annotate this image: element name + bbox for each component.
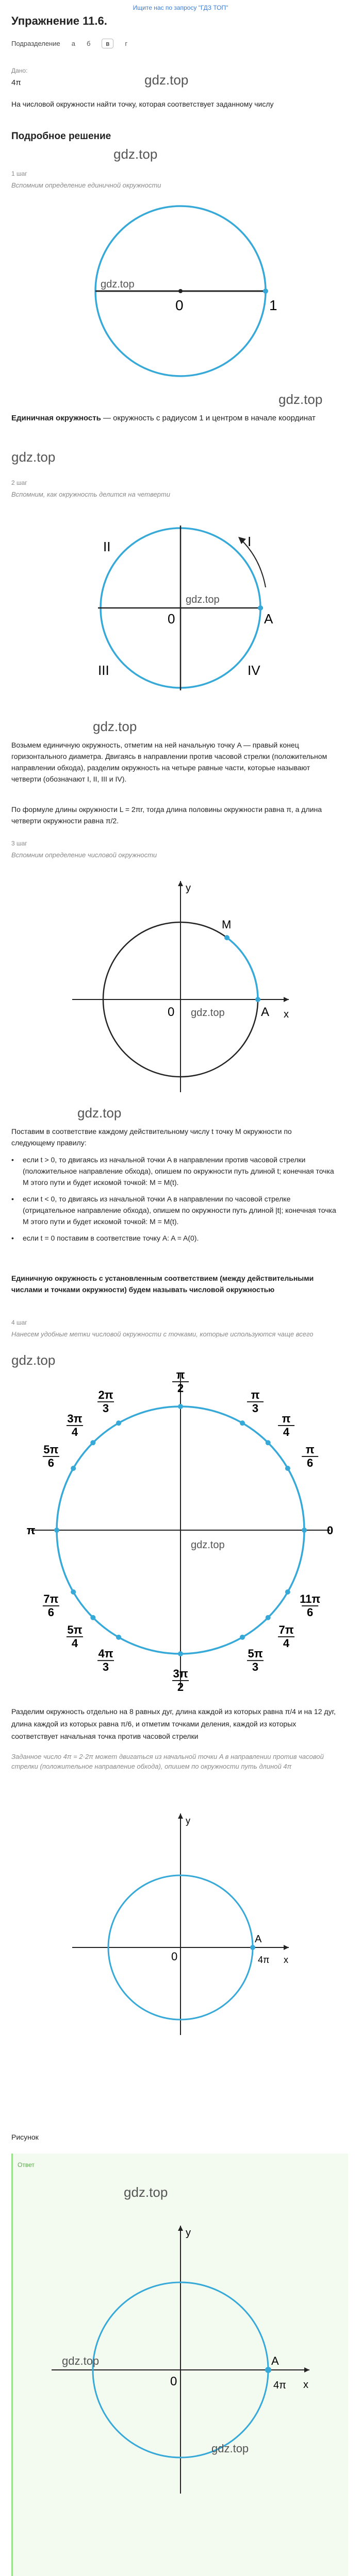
circle-mark-point [90,1615,95,1620]
watermark: gdz.top [124,2184,168,2200]
circle-marks [27,1368,334,1693]
watermark: gdz.top [62,2354,100,2367]
step-3-note: Вспомним определение числовой окружности [11,851,157,859]
quarter-iii: III [98,663,109,678]
direction-arrow-icon [241,540,266,587]
watermark: gdz.top [278,392,323,407]
step-4-note: Нанесем удобные метки числовой окружности с точками, которые используются чаще всего [11,1330,314,1338]
step-3-text: Поставим в соответствие каждому действительному числу t точку M окружности по следующему правилу: [11,1127,292,1147]
circle-mark-label: 7π 4 [278,1623,294,1650]
subsection-nav [11,37,127,49]
step-2-label: 2 шаг [11,479,27,486]
quarter-i: I [248,534,252,549]
circle-mark-point [285,1589,290,1595]
circle-mark-label: 5π 6 [43,1443,59,1469]
label-x: x [284,1009,289,1020]
watermark: gdz.top [191,1539,225,1551]
label-zero: 0 [175,297,184,313]
quarters-circle-figure [77,510,284,711]
label-zero: 0 [168,1005,175,1019]
page-title: Упражнение 11.6. [11,14,107,27]
answer-label: Ответ [18,2161,35,2168]
label-x: x [284,1955,288,1965]
center-point [178,289,183,293]
watermark: gdz.top [101,279,135,290]
nav-item-v[interactable]: в [102,39,113,48]
watermark: gdz.top [93,719,137,734]
label-a: A [271,2354,279,2367]
nav-item-a[interactable]: а [71,39,75,47]
circle-mark-label: π 6 [305,1443,315,1469]
arc-traversed [227,938,258,999]
step-2-note: Вспомним, как окружность делится на четверти [11,490,170,498]
circle-mark-point [240,1635,245,1640]
circle-mark-point [116,1635,121,1640]
label-y: y [186,2227,191,2239]
circle-mark-point [54,1528,59,1533]
circle-mark-point [302,1528,307,1533]
bullet-text: если t = 0 поставим в соответствие точку A: A = A(0). [23,1234,199,1242]
circle-mark-point [116,1420,121,1426]
x-arrow-icon [284,997,289,1002]
point-m [224,935,229,940]
given-label: Дано: [11,67,28,74]
bullet-text: если t > 0, то двигаясь из начальной точки A в направлении против часовой стрелки (положительное направление обхода), опишем по окружности путь длиной t; конечная точка M этого пути и будет искомой точкой: M = M(t). [23,1156,334,1187]
label-four-pi: 4π [258,1955,270,1965]
circle-mark-point [266,1440,271,1445]
step-2-text-2: По формуле длины окружности L = 2πr, тогда длина половины окружности равна π, а длина четверти окружности равна π/2. [11,805,322,825]
circle-mark-label: 3π 2 [173,1667,188,1693]
circle-mark-label: 0 [326,1524,334,1537]
step-1-note: Вспомним определение единичной окружности [11,181,161,189]
unit-circle-figure [77,196,284,386]
bullet-icon: • [11,1156,14,1164]
step-2-text: Возьмем единичную окружность, отметим на ней начальную точку A — правый конец горизонтального диаметра. Двигаясь в направлении против часовой стрелки (положительном направлении обхода), разделим окружность на четыре равные части, которые называют четверти (обозначают I, II, III и IV). [11,741,327,783]
x-arrow-icon [284,1945,289,1950]
watermark: gdz.top [77,1105,122,1121]
quarter-ii: II [103,539,111,554]
step-1-text [11,412,336,425]
step-5-text: Разделим окружность отдельно на 8 равных дуг, длина каждой из которых равна π/4 и на 12 дуг, длина каждой из которых равна π/6, и отметим точками деления, каждой из которых соответствует начальная точка против часовой стрелки [11,1707,336,1740]
bullet-positive [11,1154,336,1188]
watermark: gdz.top [186,594,220,605]
circle-mark-label: 5π 4 [67,1623,83,1650]
bullet-zero [11,1232,336,1244]
circle-mark-label: 3π 4 [67,1412,83,1438]
label-four-pi: 4π [273,2380,286,2391]
marked-unit-circle-figure [21,1365,340,1695]
watermark: gdz.top [11,449,56,465]
step-3-label: 3 шаг [11,840,27,847]
bullet-negative [11,1193,336,1227]
circle-mark-label: 2π 3 [98,1388,113,1415]
watermark: gdz.top [191,1007,225,1019]
watermark: gdz.top [211,2442,249,2455]
nav-item-g[interactable]: г [125,39,128,47]
y-arrow-icon [178,2226,183,2231]
step-1-definition: — окружность с радиусом 1 и центром в начале координат [101,414,316,422]
figure-label: Рисунок [11,2133,39,2141]
watermark: gdz.top [11,1352,56,1368]
circle-mark-point [178,1404,183,1409]
numeric-circle-figure [62,871,299,1097]
circle-mark-point [266,1615,271,1620]
step-1-term: Единичная окружность [11,414,101,422]
answer-circle-figure [62,1793,299,2040]
circle-mark-label: π [26,1524,36,1537]
step-3-bullets [11,1154,336,1244]
circle-mark-point [90,1440,95,1445]
y-arrow-icon [178,881,183,886]
nav-label: Подразделение [11,39,60,47]
solution-title: Подробное решение [11,131,111,142]
step-3-text-2: Единичную окружность с установленным соответствием (между действительными числами и точками окружности) будем называть числовой окружностью [11,1274,314,1294]
label-zero: 0 [171,1950,178,1963]
circle-mark-label: 4π 3 [98,1647,113,1674]
watermark: gdz.top [144,72,189,88]
circle-mark-point [71,1466,76,1471]
circle-mark-point [285,1466,290,1471]
circle-mark-label: π 3 [251,1388,260,1415]
circle-mark-label: 5π 3 [248,1647,263,1674]
x-arrow-icon [304,2367,309,2372]
point-a [250,1945,255,1950]
circle-mark-point [240,1420,245,1426]
point-a [258,605,263,611]
circle-mark-point [178,1651,183,1656]
point-a [265,2367,271,2373]
label-m: M [222,918,232,931]
circle-mark-point [71,1589,76,1595]
bullet-icon: • [11,1195,14,1203]
point-a [255,997,260,1002]
circle-mark-label: 11π 6 [300,1592,321,1619]
watermark: gdz.top [113,146,158,162]
task-question: На числовой окружности найти точку, которая соответствует заданному числу [11,100,274,108]
step-4-label: 4 шаг [11,1319,27,1326]
circle-mark-label: π 4 [282,1412,291,1438]
label-zero: 0 [170,2375,177,2388]
label-y: y [186,1816,190,1826]
y-arrow-icon [178,1814,183,1819]
bullet-text: если t < 0, то двигаясь из начальной точки A в направлении по часовой стрелке (отрицательное направление обхода), опишем по окружности путь длиной |t|; конечная точка M этого пути и будет искомой точкой: M = M(t). [23,1195,336,1226]
circle-mark-label: 7π 6 [43,1592,59,1619]
point-one [263,289,268,294]
label-a: A [264,611,273,626]
answer-final-figure [41,2215,320,2504]
label-a: A [261,1005,270,1019]
label-one: 1 [269,297,277,313]
label-x: x [303,2379,308,2391]
promo-link[interactable]: Ищите нас по запросу "ГДЗ ТОП" [133,4,228,11]
given-value: 4π [11,78,21,87]
bullet-icon: • [11,1234,14,1242]
step-5-note: Заданное число 4π = 2·2π может двигаться из начальной точки A в направлении против часовой стрелки (положительное направление обхода), опишем по окружности путь длиной 4π [11,1753,324,1770]
step-1-label: 1 шаг [11,170,27,177]
nav-item-b[interactable]: б [86,39,91,47]
label-a: A [255,1934,262,1945]
circle-mark-label: π 2 [176,1368,185,1395]
label-y: y [186,883,191,894]
label-zero: 0 [168,611,175,626]
quarter-iv: IV [248,663,260,678]
